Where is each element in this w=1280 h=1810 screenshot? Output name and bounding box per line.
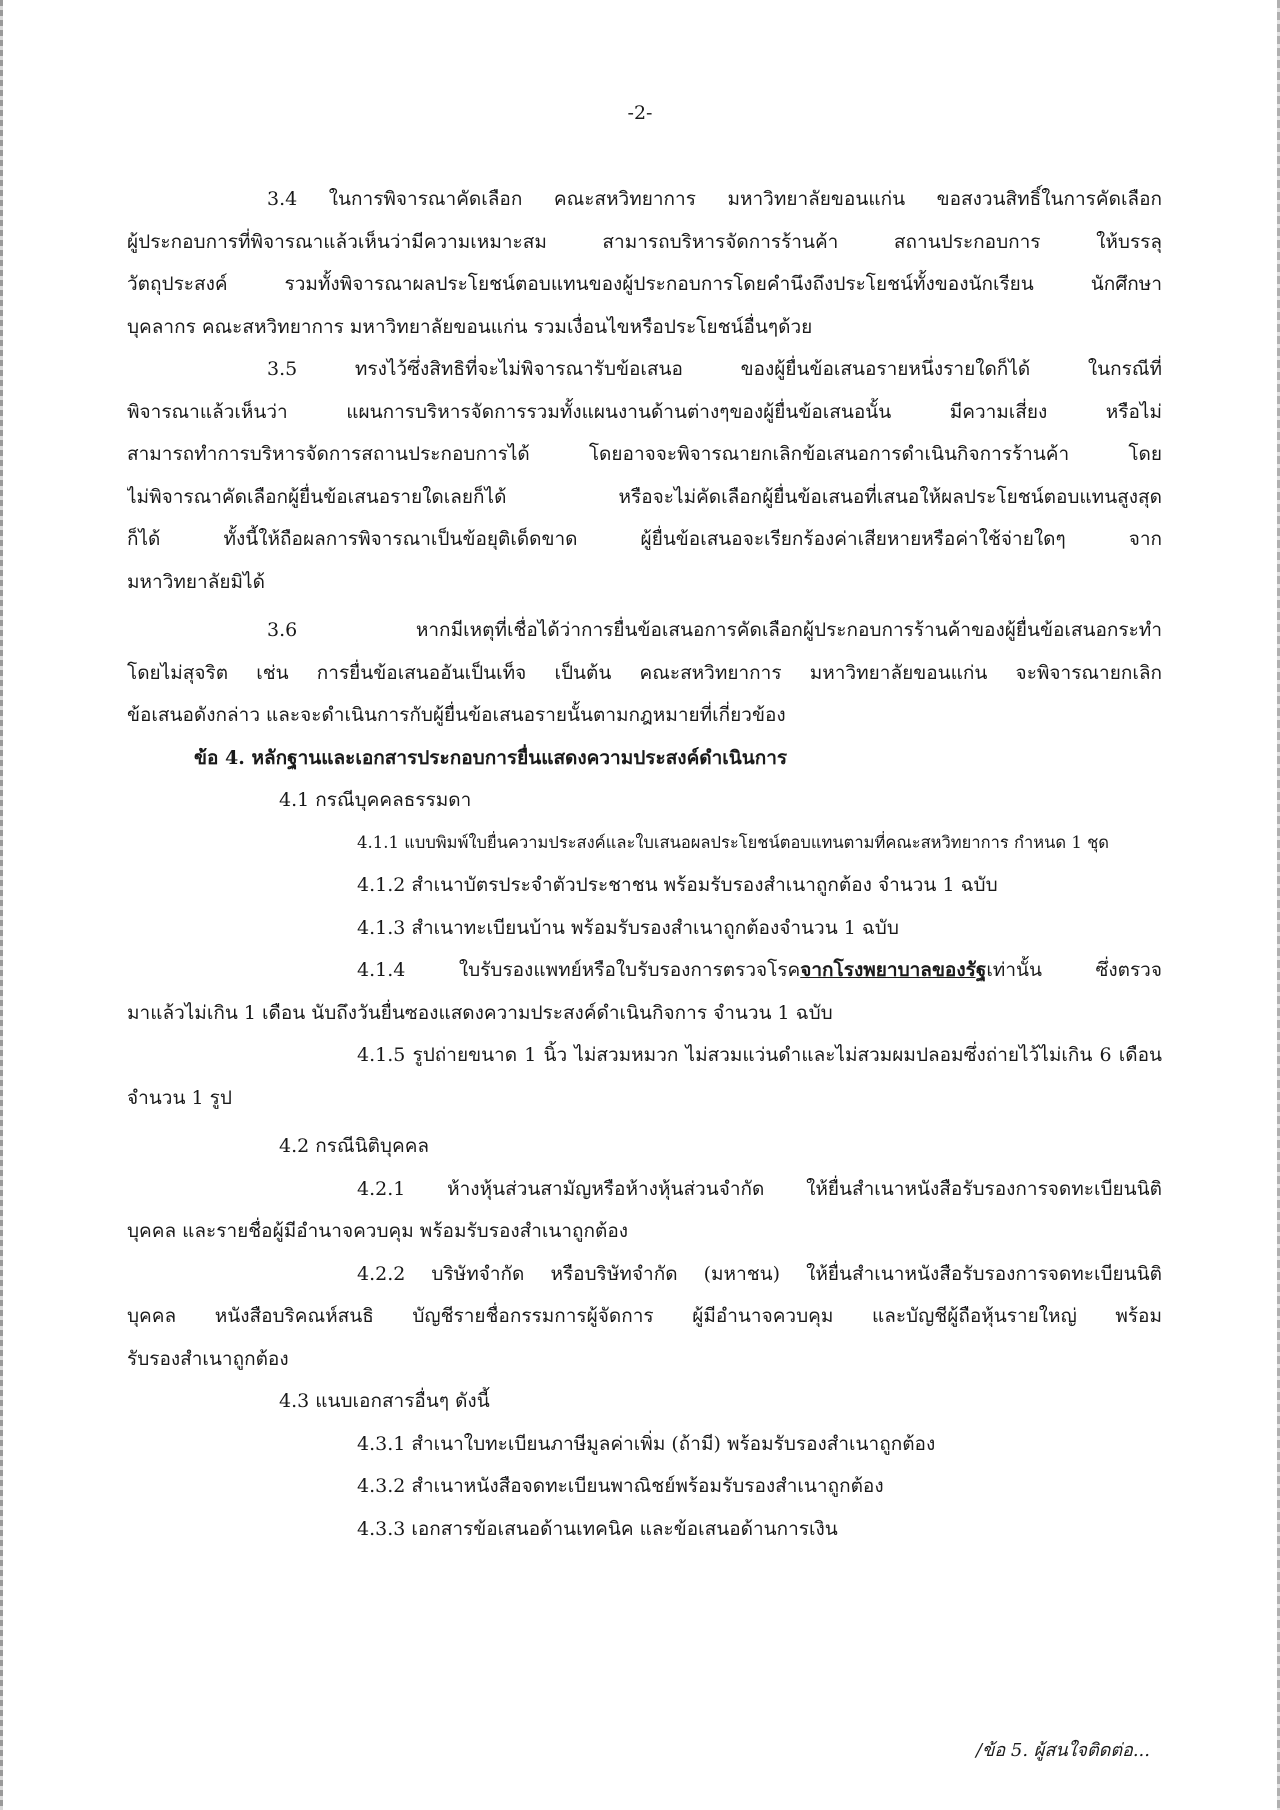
footer-continuation: /ข้อ 5. ผู้สนใจติดต่อ... <box>975 1740 1150 1761</box>
clause-3-4-line: ผู้ประกอบการที่พิจารณาแล้วเห็นว่ามีความเหมาะสม สามารถบริหารจัดการร้านค้า สถานประกอบการ ให้บรรลุ <box>127 230 1162 253</box>
clause-3-5-line: 3.5 ทรงไว้ซึ่งสิทธิที่จะไม่พิจารณารับข้อเสนอ ของผู้ยื่นข้อเสนอรายหนึ่งรายใดก็ได้ ในกรณีที่ <box>267 358 1162 380</box>
clause-4-2-1-cont: บุคคล และรายชื่อผู้มีอำนาจควบคุม พร้อมรับรองสำเนาถูกต้อง <box>127 1220 629 1242</box>
clause-4-1-2: 4.1.2 สำเนาบัตรประจำตัวประชาชน พร้อมรับรองสำเนาถูกต้อง จำนวน 1 ฉบับ <box>357 874 998 896</box>
clause-3-6-line: ข้อเสนอดังกล่าว และจะดำเนินการกับผู้ยื่นข้อเสนอรายนั้นตามกฎหมายที่เกี่ยวข้อง <box>127 704 786 726</box>
clause-3-5-line: ไม่พิจารณาคัดเลือกผู้ยื่นข้อเสนอรายใดเลยก็ได้ หรือจะไม่คัดเลือกผู้ยื่นข้อเสนอที่เสนอให้ผลประโยชน์ตอบแทนสูงสุด <box>127 485 1162 508</box>
clause-3-4-line: วัตถุประสงค์ รวมทั้งพิจารณาผลประโยชน์ตอบแทนของผู้ประกอบการโดยคำนึงถึงประโยชน์ทั้งของนักเรียน นักศึกษา <box>127 273 1162 295</box>
scan-edge-left <box>0 0 3 1810</box>
clause-4-1-1: 4.1.1 แบบพิมพ์ใบยื่นความประสงค์และใบเสนอผลประโยชน์ตอบแทนตามที่คณะสหวิทยาการ กำหนด 1 ชุด <box>357 832 1109 852</box>
clause-3-5-line: ก็ได้ ทั้งนี้ให้ถือผลการพิจารณาเป็นข้อยุติเด็ดขาด ผู้ยื่นข้อเสนอจะเรียกร้องค่าเสียหายหรือค่าใช้จ่ายใดๆ จาก <box>127 528 1162 550</box>
clause-4-1-3: 4.1.3 สำเนาทะเบียนบ้าน พร้อมรับรองสำเนาถูกต้องจำนวน 1 ฉบับ <box>357 916 899 939</box>
clause-4-1-4-cont: มาแล้วไม่เกิน 1 เดือน นับถึงวันยื่นซองแสดงความประสงค์ดำเนินกิจการ จำนวน 1 ฉบับ <box>127 1001 833 1024</box>
clause-4-2-2: 4.2.2 บริษัทจำกัด หรือบริษัทจำกัด (มหาชน) ให้ยื่นสำเนาหนังสือรับรองการจดทะเบียนนิติ <box>357 1262 1162 1285</box>
clause-4-3: 4.3 แนบเอกสารอื่นๆ ดังนี้ <box>279 1390 490 1412</box>
clause-4-2-2-cont: รับรองสำเนาถูกต้อง <box>127 1347 289 1370</box>
clause-4-2-1: 4.2.1 ห้างหุ้นส่วนสามัญหรือห้างหุ้นส่วนจำกัด ให้ยื่นสำเนาหนังสือรับรองการจดทะเบียนนิติ <box>357 1177 1162 1200</box>
clause-4-3-1: 4.3.1 สำเนาใบทะเบียนภาษีมูลค่าเพิ่ม (ถ้ามี) พร้อมรับรองสำเนาถูกต้อง <box>357 1432 936 1455</box>
clause-4-1-4 <box>127 949 1162 992</box>
clause-3-5-line: มหาวิทยาลัยมิได้ <box>127 570 265 593</box>
clause-3-5-line: สามารถทำการบริหารจัดการสถานประกอบการได้ โดยอาจจะพิจารณายกเลิกข้อเสนอการดำเนินกิจการร้านค้า โดย <box>127 443 1162 465</box>
clause-3-4-line: บุคลากร คณะสหวิทยาการ มหาวิทยาลัยขอนแก่น รวมเงื่อนไขหรือประโยชน์อื่นๆด้วย <box>127 315 813 338</box>
page-number: -2- <box>627 102 653 124</box>
clause-4-1-5-cont: จำนวน 1 รูป <box>127 1086 232 1109</box>
clause-4-3-3: 4.3.3 เอกสารข้อเสนอด้านเทคนิค และข้อเสนอด้านการเงิน <box>357 1517 838 1540</box>
document-body <box>127 178 1162 1550</box>
clause-4-2-2-cont: บุคคล หนังสือบริคณห์สนธิ บัญชีรายชื่อกรรมการผู้จัดการ ผู้มีอำนาจควบคุม และบัญชีผู้ถือหุ้นรายใหญ่ พร้อม <box>127 1305 1162 1327</box>
clause-4-1: 4.1 กรณีบุคคลธรรมดา <box>279 789 472 811</box>
clause-4-1-4-text-end: เท่านั้น ซึ่งตรวจ <box>986 959 1162 981</box>
clause-4-1-5: 4.1.5 รูปถ่ายขนาด 1 นิ้ว ไม่สวมหมวก ไม่สวมแว่นดำและไม่สวมผมปลอมซึ่งถ่ายไว้ไม่เกิน 6 เดือน <box>357 1044 1162 1066</box>
clause-4-1-4-emphasis: จากโรงพยาบาลของรัฐ <box>800 959 987 981</box>
section-4-heading: ข้อ 4. หลักฐานและเอกสารประกอบการยื่นแสดงความประสงค์ดำเนินการ <box>194 746 788 769</box>
clause-3-6-line: โดยไม่สุจริต เช่น การยื่นข้อเสนออันเป็นเท็จ เป็นต้น คณะสหวิทยาการ มหาวิทยาลัยขอนแก่น จะพิจารณายกเลิก <box>127 661 1162 684</box>
clause-4-2: 4.2 กรณีนิติบุคคล <box>279 1135 430 1157</box>
clause-3-4-line: 3.4 ในการพิจารณาคัดเลือก คณะสหวิทยาการ มหาวิทยาลัยขอนแก่น ขอสงวนสิทธิ์ในการคัดเลือก <box>267 188 1162 210</box>
clause-3-6-line: 3.6 หากมีเหตุที่เชื่อได้ว่าการยื่นข้อเสนอการคัดเลือกผู้ประกอบการร้านค้าของผู้ยื่นข้อเสนอกระทำ <box>267 619 1162 641</box>
clause-4-3-2: 4.3.2 สำเนาหนังสือจดทะเบียนพาณิชย์พร้อมรับรองสำเนาถูกต้อง <box>357 1475 884 1497</box>
clause-4-1-4-text: 4.1.4 ใบรับรองแพทย์หรือใบรับรองการตรวจโรค <box>357 959 801 981</box>
clause-3-5-line: พิจารณาแล้วเห็นว่า แผนการบริหารจัดการรวมทั้งแผนงานด้านต่างๆของผู้ยื่นข้อเสนอนั้น มีความเสี่ยง หรือไม่ <box>127 400 1162 423</box>
